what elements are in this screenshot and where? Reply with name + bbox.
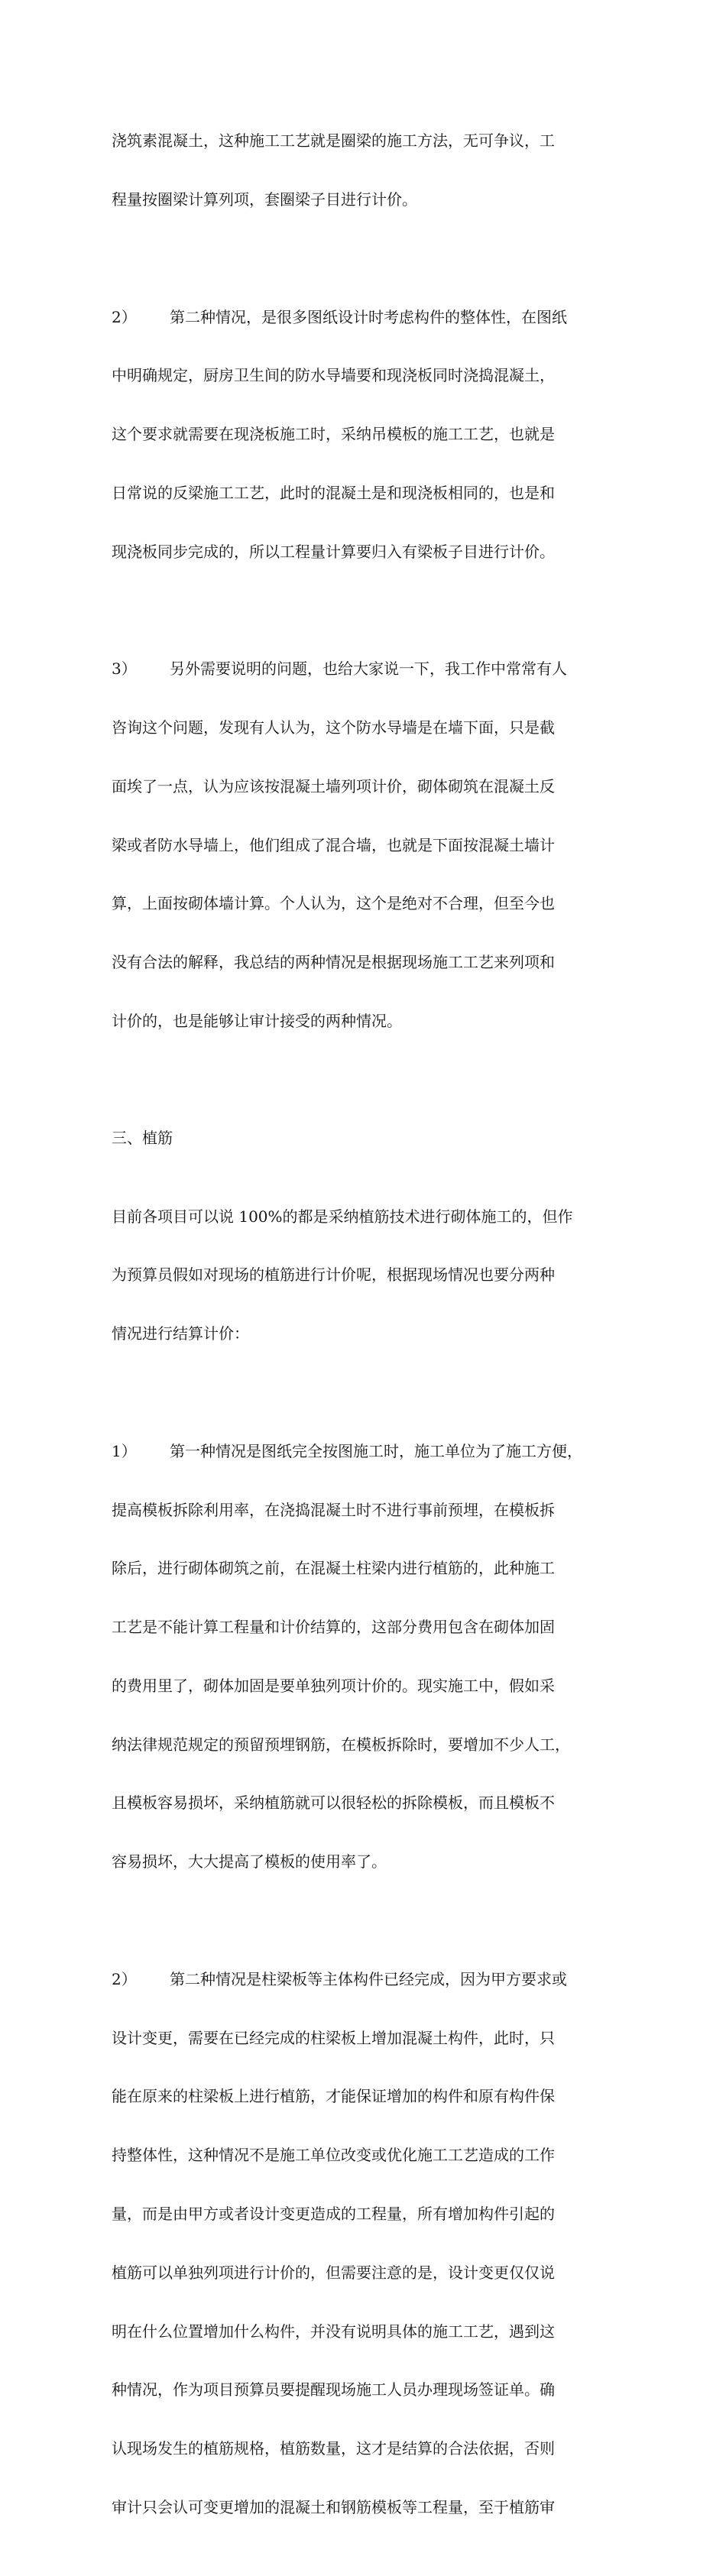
text-line: 能在原来的柱梁板上进行植筋，才能保证增加的构件和原有构件保 [112,2087,555,2106]
paragraph-item-3 [112,621,624,1071]
text-line: 为预算员假如对现场的植筋进行计价呢，根据现场情况也要分两种 [112,1265,555,1285]
text-line: 且模板容易损坏，采纳植筋就可以很轻松的拆除模板，而且模板不 [112,1793,555,1813]
paragraph-item-2 [112,268,624,601]
paragraph-section-item-1 [112,1403,624,1911]
text-line: 梁或者防水导墙上，他们组成了混合墙，也就是下面按混凝土墙计 [112,835,555,854]
text-line: 种情况，作为项目预算员要提醒现场施工人员办理现场签证单。确 [112,2380,555,2399]
text-line: 容易损坏，大大提高了模板的使用率了。 [112,1852,387,1871]
text-line: 提高模板拆除利用率，在浇捣混凝土时不进行事前预埋，在模板拆 [112,1500,555,1519]
text-line: 的费用里了，砌体加固是要单独列项计价的。现实施工中，假如采 [112,1676,555,1695]
item-number: 1） [112,1441,137,1460]
text-line-content: 第二种情况是柱梁板等主体构件已经完成，因为甲方要求或 [170,1969,567,1988]
text-line [112,1442,624,1462]
text-line [112,1970,624,1990]
text-line-content: 第二种情况，是很多图纸设计时考虑构件的整体性，在图纸 [170,307,567,326]
text-line: 情况进行结算计价： [112,1324,249,1343]
section-heading: 三、植筋 [112,1129,173,1148]
text-line: 植筋可以单独列项进行计价的，但需要注意的是，设计变更仅仅说 [112,2263,555,2282]
text-line: 计价的，也是能够让审计接受的两种情况。 [112,1011,402,1030]
text-line: 目前各项目可以说 100%的都是采纳植筋技术进行砌体施工的，但作 [112,1207,573,1226]
item-number: 2） [112,307,137,326]
text-line: 没有合法的解释，我总结的两种情况是根据现场施工工艺来列项和 [112,953,555,972]
text-line: 量，而是由甲方或者设计变更造成的工程量，所有增加构件引起的 [112,2204,555,2223]
text-line: 持整体性，这种情况不是施工单位改变或优化施工工艺造成的工作 [112,2146,555,2165]
text-line: 算，上面按砌体墙计算。个人认为，这个是绝对不合理，但至今也 [112,894,555,913]
text-line: 中明确规定，厨房卫生间的防水导墙要和现浇板同时浇捣混凝土， [112,366,555,385]
document-body [112,92,624,2576]
text-line-content: 另外需要说明的问题，也给大家说一下，我工作中常常有人 [170,659,567,679]
text-line: 程量按圈梁计算列项，套圈梁子目进行计价。 [112,190,417,209]
text-line: 纳法律规范规定的预留预埋钢筋，在模板拆除时，要增加不少人工， [112,1735,570,1754]
text-line: 设计变更，需要在已经完成的柱梁板上增加混凝土构件，此时，只 [112,2028,555,2047]
text-line: 认现场发生的植筋规格，植筋数量，这才是结算的合法依据，否则 [112,2439,555,2458]
paragraph-section-item-2 [112,1931,624,2557]
text-line [112,308,624,328]
item-number: 2） [112,1969,137,1988]
text-line: 现浇板同步完成的，所以工程量计算要归入有梁板子目进行计价。 [112,542,555,561]
text-line [112,659,624,679]
text-line-content: 第一种情况是图纸完全按图施工时，施工单位为了施工方便， [170,1441,582,1460]
paragraph-intro-continuation [112,92,624,249]
text-line: 除后，进行砌体砌筑之前，在混凝土柱梁内进行植筋的，此种施工 [112,1559,555,1578]
text-line: 明在什么位置增加什么构件，并没有说明具体的施工工艺，遇到这 [112,2322,555,2341]
text-line: 浇筑素混凝土，这种施工工艺就是圈梁的施工方法，无可争议，工 [112,131,555,151]
text-line: 审计只会认可变更增加的混凝土和钢筋模板等工程量，至于植筋审 [112,2497,555,2516]
blank-space [112,1090,624,1129]
text-line: 咨询这个问题，发现有人认为，这个防水导墙是在墙下面，只是截 [112,718,555,737]
paragraph-section-intro [112,1168,624,1383]
text-line: 面埃了一点，认为应该按混凝土墙列项计价，砌体砌筑在混凝土反 [112,776,555,795]
text-line: 工艺是不能计算工程量和计价结算的，这部分费用包含在砌体加固 [112,1618,555,1637]
text-line: 日常说的反梁施工工艺，此时的混凝土是和现浇板相同的，也是和 [112,483,555,502]
text-line: 这个要求就需要在现浇板施工时，采纳吊模板的施工工艺，也就是 [112,425,555,444]
item-number: 3） [112,659,137,679]
